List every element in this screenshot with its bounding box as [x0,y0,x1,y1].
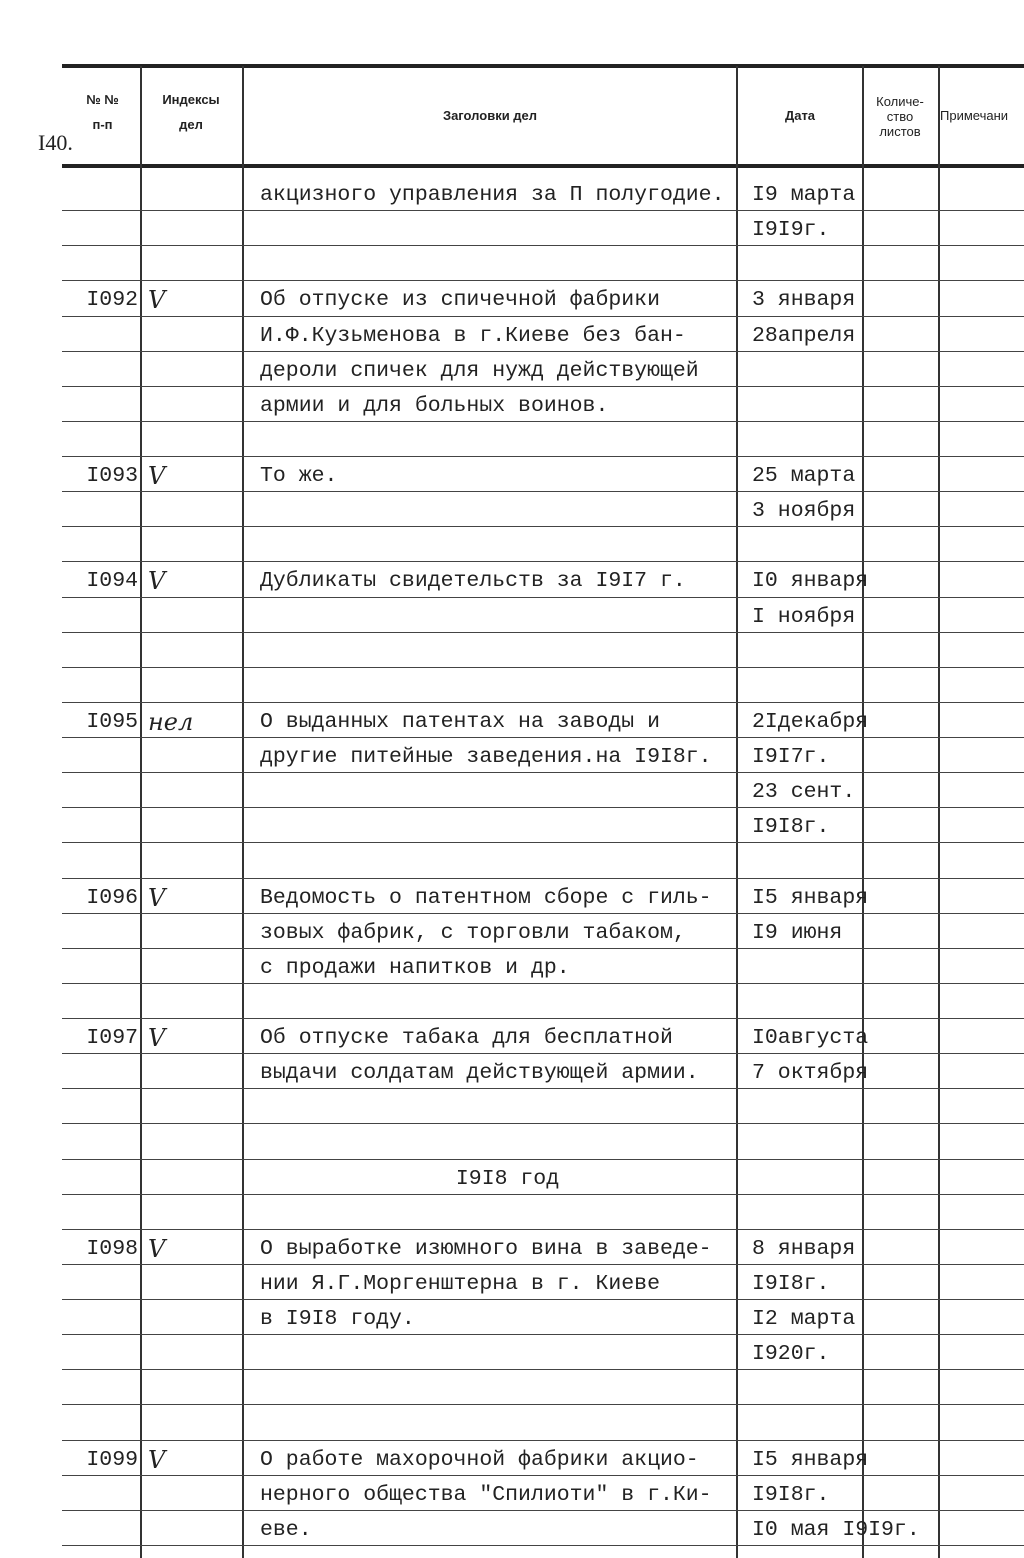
case-date: I ноября [752,604,856,629]
row-rule [62,1018,1024,1019]
row-rule [62,421,1024,422]
row-rule [62,1053,1024,1054]
table-row [62,178,1024,213]
header-index-sub: дел [179,117,203,132]
case-date: I9 марта [752,183,856,207]
table-row [62,424,1024,459]
case-date: 23 сент. [752,780,856,805]
case-title: О выданных патентах на заводы и [260,709,660,734]
table-row [62,494,1024,529]
case-date: I2 марта [752,1307,856,1331]
page-number: I40. [38,130,73,155]
case-index-mark: V [148,1445,166,1474]
header-notes: Примечани [940,108,1009,123]
row-rule [62,1194,1024,1195]
table-row [62,845,1024,880]
register-table [62,178,1024,1548]
table-row [62,1162,1024,1197]
case-title: О работе махорочной фабрики акцио- [260,1447,699,1472]
case-date: 8 января [752,1236,856,1261]
row-rule [62,1404,1024,1405]
case-date: I0 января [752,569,869,594]
header-bottom-rule [62,164,1024,168]
header-index [142,92,240,132]
case-title: другие питейные заведения.на I9I8г. [260,745,712,769]
case-date: I9I9г. [752,218,830,243]
case-index-mark: V [148,1234,166,1263]
case-number: I097 [86,1026,138,1050]
table-row [62,1267,1024,1302]
case-date: 3 ноября [752,499,856,524]
year-heading: I9I8 год [455,1166,560,1191]
case-title: выдачи солдатам действующей армии. [260,1061,699,1086]
table-row [62,705,1024,740]
table-row [62,354,1024,389]
table-row [62,1302,1024,1337]
table-row [62,1126,1024,1161]
table-row [62,1232,1024,1267]
case-title: Дубликаты свидетельств за I9I7 г. [260,569,686,594]
table-row [62,1091,1024,1126]
row-rule [62,1369,1024,1370]
row-rule [62,667,1024,668]
case-title: зовых фабрик, с торговли табаком, [260,920,686,945]
case-title: нерного общества "Спилиоти" в г.Ки- [260,1482,712,1507]
case-number: I096 [86,885,138,910]
row-rule [62,1299,1024,1300]
row-rule [62,1510,1024,1511]
table-row [62,1443,1024,1478]
case-date: I9I8г. [752,1271,830,1296]
row-rule [62,1123,1024,1124]
table-row [62,951,1024,986]
case-number: I098 [86,1236,138,1261]
case-number: I093 [86,464,138,488]
table-row [62,775,1024,810]
case-number: I092 [86,288,138,313]
case-date: 25 марта [752,464,856,488]
table-row [62,740,1024,775]
table-row [62,881,1024,916]
case-index-mark: V [148,883,166,912]
row-rule [62,1334,1024,1335]
case-date: I5 января [752,1447,869,1472]
row-rule [62,561,1024,562]
case-number: I094 [86,569,138,594]
table-row [62,1407,1024,1442]
case-date: I9I8г. [752,815,830,840]
header-date: Дата [784,108,816,123]
row-rule [62,210,1024,211]
table-row [62,564,1024,599]
table-row [62,459,1024,494]
table-row [62,1337,1024,1372]
table-row [62,1197,1024,1232]
row-rule [62,1475,1024,1476]
case-title: с продажи напитков и др. [260,955,570,980]
case-date: 2Iдекабря [752,709,869,734]
case-date: I9I7г. [752,745,830,769]
case-title: О выработке изюмного вина в заведе- [260,1236,712,1261]
table-row [62,213,1024,248]
case-index-mark: нел [148,707,194,736]
row-rule [62,948,1024,949]
row-rule [62,878,1024,879]
table-row [62,1478,1024,1513]
row-rule [62,772,1024,773]
case-title: армии и для больных воинов. [260,393,609,418]
row-rule [62,1440,1024,1441]
header-index-label: Индексы [162,92,220,107]
case-title: Ведомость о патентном сборе с гиль- [260,885,712,910]
row-rule [62,702,1024,703]
row-rule [62,1229,1024,1230]
case-date: I0августа [752,1026,869,1050]
table-row [62,986,1024,1021]
row-rule [62,632,1024,633]
case-number: I095 [86,709,138,734]
table-row [62,319,1024,354]
case-title: акцизного управления за П полугодие. [260,183,725,207]
row-rule [62,1545,1024,1546]
case-date: I5 января [752,885,869,910]
case-title: в I9I8 году. [260,1307,415,1331]
table-row [62,916,1024,951]
case-date: I920г. [752,1342,830,1367]
row-rule [62,737,1024,738]
case-title: нии Я.Г.Моргенштерна в г. Киеве [260,1271,660,1296]
row-rule [62,1088,1024,1089]
case-title: еве. [260,1517,312,1542]
case-title: То же. [260,464,338,488]
case-title: Об отпуске табака для бесплатной [260,1026,673,1050]
header-num-label: № № [86,92,119,107]
header-top-rule [62,64,1024,68]
case-date: I9I8г. [752,1482,830,1507]
row-rule [62,1159,1024,1160]
header-num [70,92,135,132]
case-date: 7 октября [752,1061,869,1086]
table-row [62,1513,1024,1548]
row-rule [62,983,1024,984]
row-rule [62,1264,1024,1265]
table-row [62,670,1024,705]
case-title: И.Ф.Кузьменова в г.Киеве без бан- [260,323,686,348]
table-row [62,1056,1024,1091]
case-index-mark: V [148,462,166,490]
case-date: 3 января [752,288,856,313]
header-title: Заголовки дел [442,108,538,123]
table-row [62,810,1024,845]
table-row [62,248,1024,283]
case-date: I0 мая I9I9г. [752,1517,920,1542]
case-index-mark: V [148,567,166,596]
row-rule [62,351,1024,352]
case-number: I099 [86,1447,138,1472]
row-rule [62,807,1024,808]
row-rule [62,316,1024,317]
row-rule [62,491,1024,492]
row-rule [62,280,1024,281]
row-rule [62,597,1024,598]
table-row [62,529,1024,564]
table-row [62,389,1024,424]
case-index-mark: V [148,286,166,315]
case-title: дероли спичек для нужд действующей [260,358,699,383]
header-num-sub: п-п [92,117,113,132]
table-row [62,1372,1024,1407]
row-rule [62,913,1024,914]
row-rule [62,526,1024,527]
table-row [62,283,1024,318]
case-title: Об отпуске из спичечной фабрики [260,288,660,313]
header-count: Количе- ство листов [876,94,924,139]
case-date: 28апреля [752,323,856,348]
case-index-mark: V [148,1024,166,1052]
case-date: I9 июня [752,920,843,945]
row-rule [62,386,1024,387]
table-row [62,635,1024,670]
table-row [62,600,1024,635]
row-rule [62,456,1024,457]
table-row [62,1021,1024,1056]
row-rule [62,842,1024,843]
row-rule [62,245,1024,246]
